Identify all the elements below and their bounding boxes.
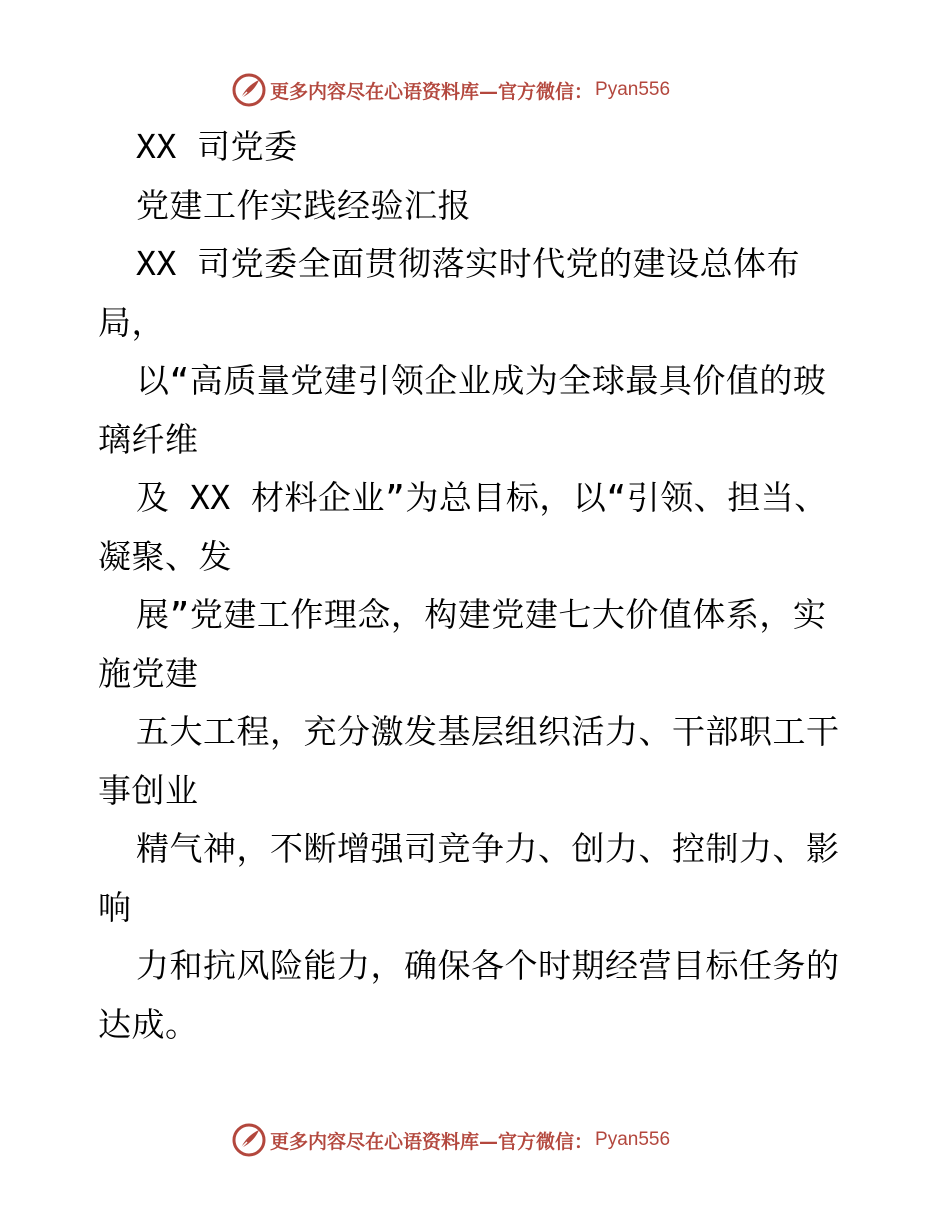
- text-line: 局，: [98, 302, 165, 342]
- watermark-text: 更多内容尽在心语资料库—官方微信：: [270, 80, 594, 103]
- header-watermark: [232, 70, 670, 110]
- quill-pen-logo-icon: [232, 1123, 266, 1157]
- text-line: 施党建: [98, 653, 199, 693]
- text-line: 精气神，不断增强司竞争力、创力、控制力、影: [136, 829, 840, 868]
- document-body: [98, 118, 858, 1054]
- watermark-wechat-id: Pyan556: [595, 1129, 671, 1150]
- text-line: 凝聚、发: [98, 536, 232, 576]
- text-line: 力和抗风险能力，确保各个时期经营目标任务的: [136, 946, 840, 985]
- watermark-text: 更多内容尽在心语资料库—官方微信：: [270, 1130, 594, 1153]
- text-line: 以“高质量党建引领企业成为全球最具价值的玻: [136, 361, 827, 400]
- text-line: 达成。: [98, 1004, 199, 1044]
- text-line: XX 司党委: [136, 127, 298, 166]
- text-line: XX 司党委全面贯彻落实时代党的建设总体布: [136, 244, 801, 283]
- text-line: 五大工程，充分激发基层组织活力、干部职工干: [136, 712, 840, 751]
- quill-pen-logo-icon: [232, 73, 266, 107]
- text-line: 事创业: [98, 770, 199, 810]
- text-line: 及 XX 材料企业”为总目标，以“引领、担当、: [136, 478, 828, 517]
- text-line: 璃纤维: [98, 419, 199, 459]
- footer-watermark: [232, 1120, 670, 1160]
- text-line: 党建工作实践经验汇报: [136, 185, 471, 225]
- watermark-wechat-id: Pyan556: [595, 79, 671, 100]
- text-line: 响: [98, 887, 132, 927]
- text-line: 展”党建工作理念，构建党建七大价值体系，实: [136, 595, 827, 634]
